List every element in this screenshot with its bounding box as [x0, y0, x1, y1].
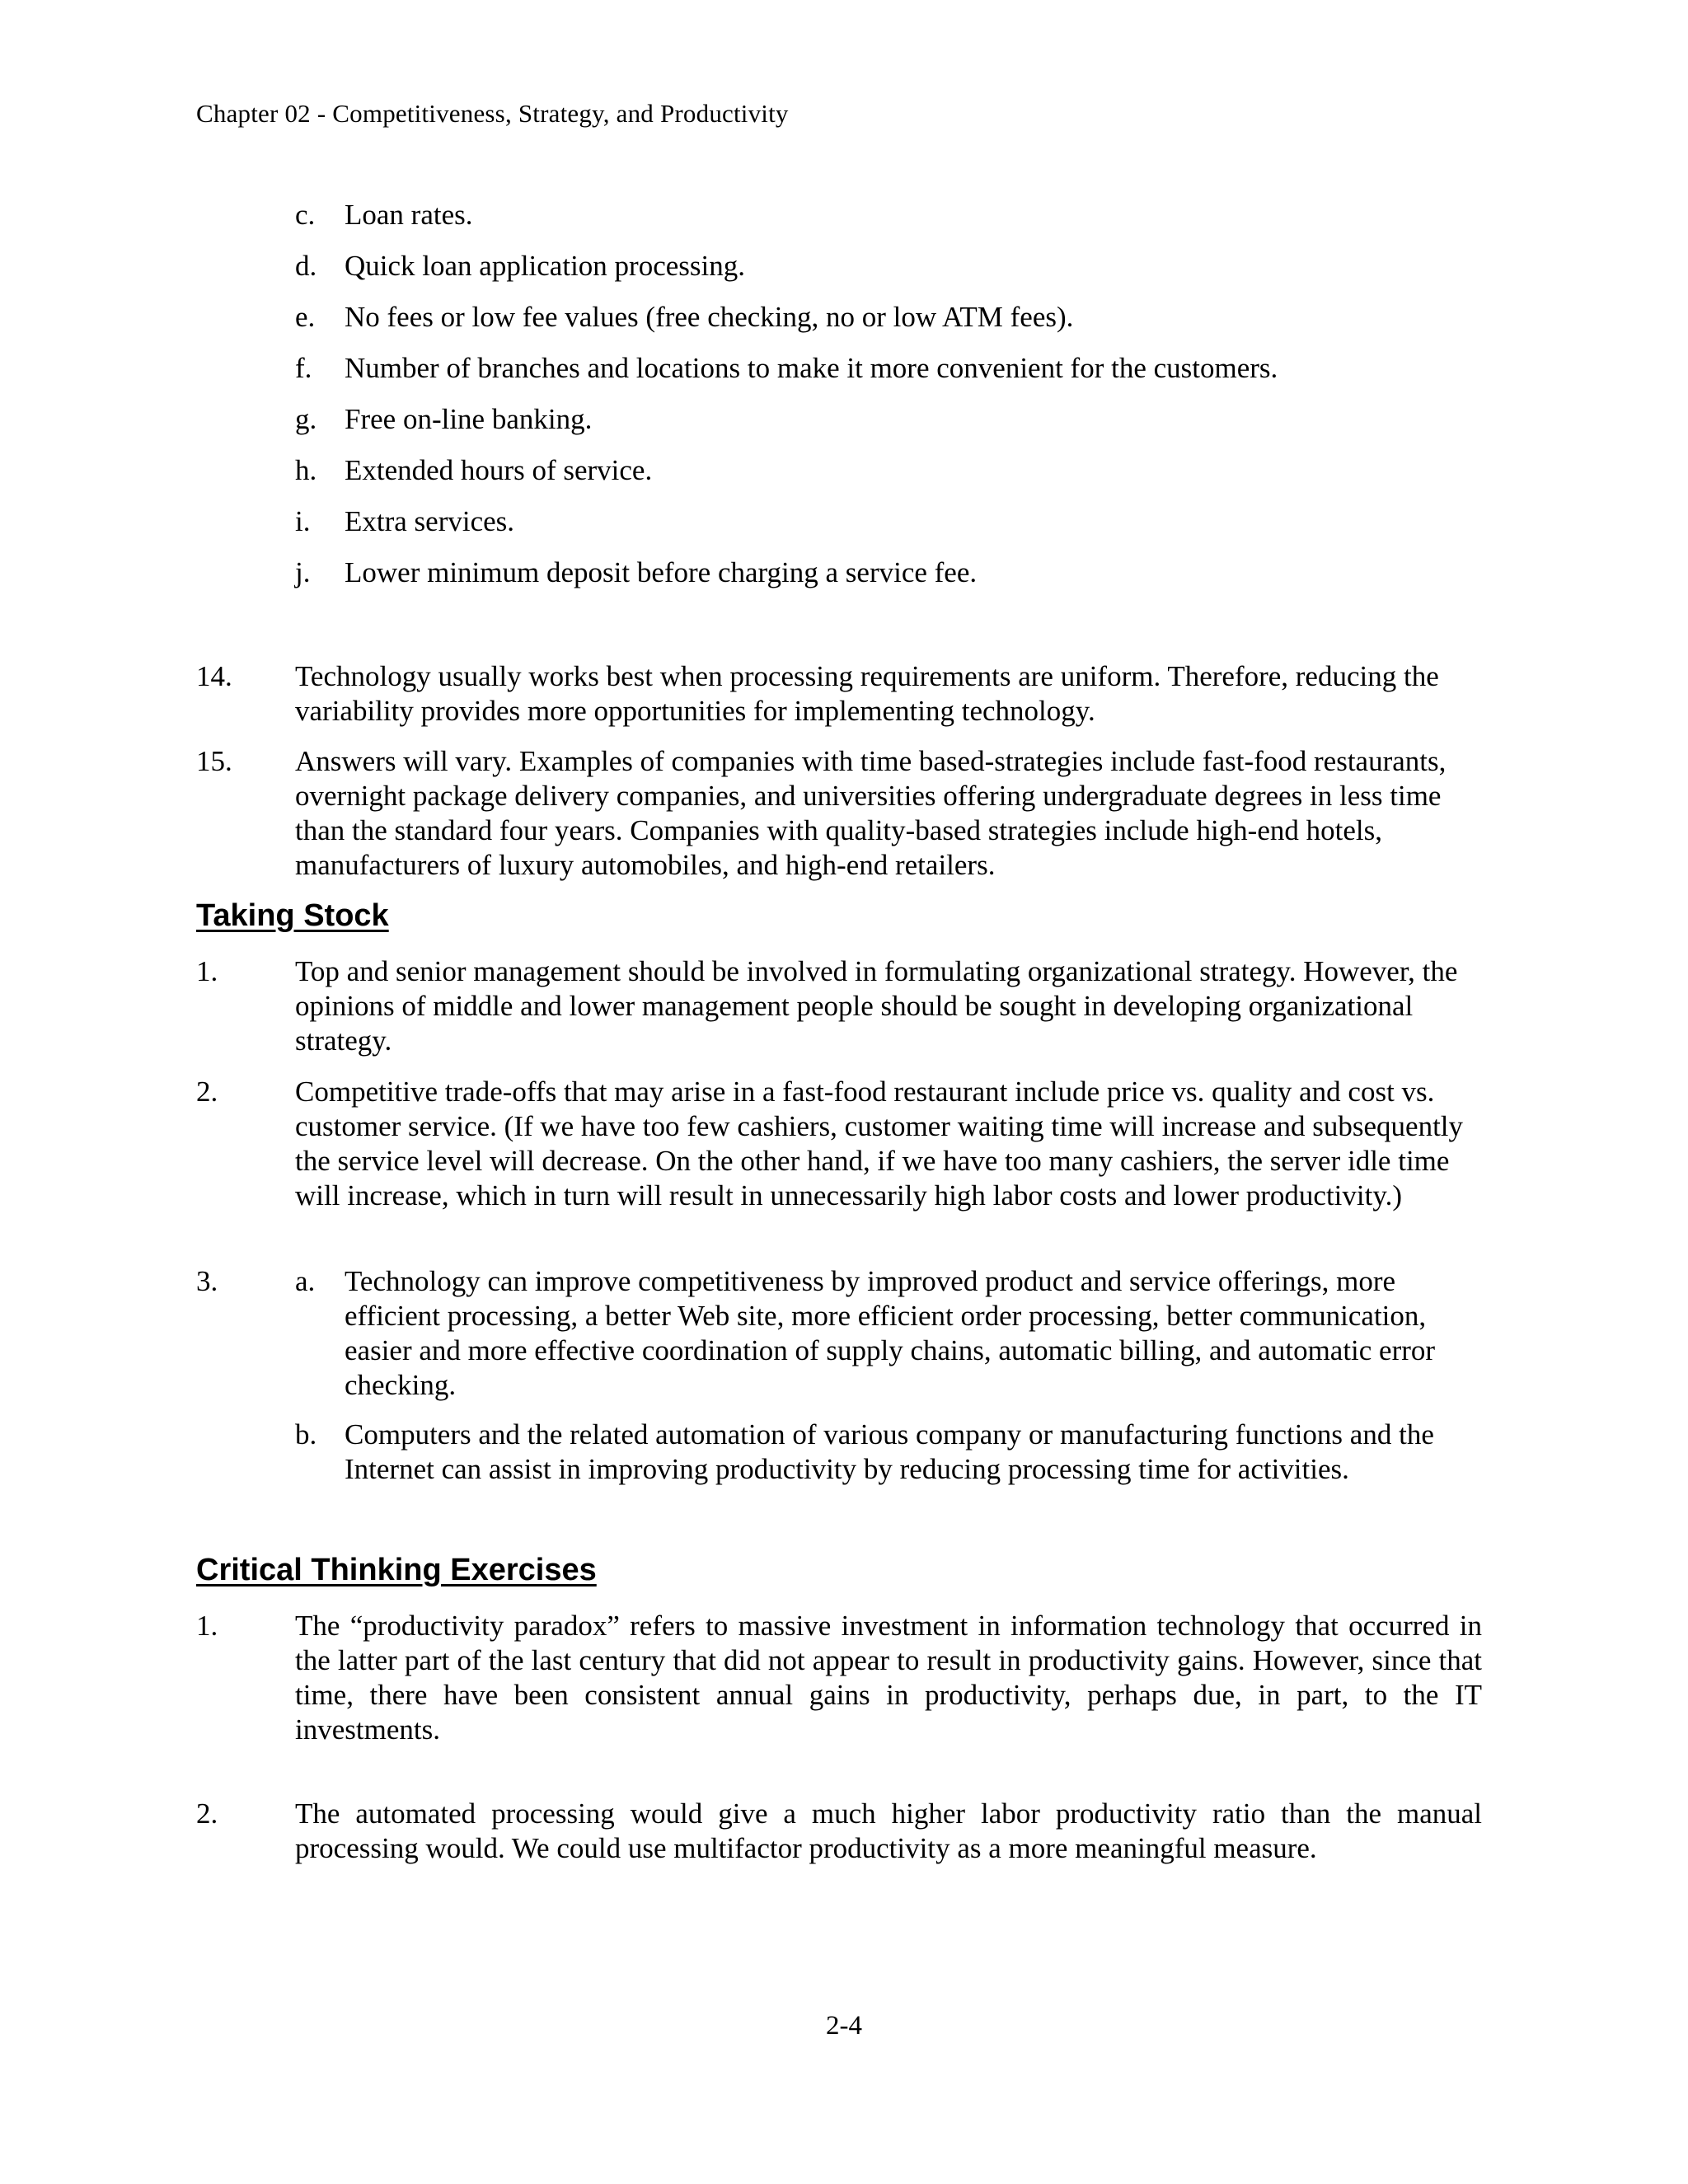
answer-number: 1.: [196, 955, 218, 987]
answer-text: The automated processing would give a much higher labor productivity ratio than the manual processing would. We could use multifactor productivity as a more meaningful measure.: [295, 1797, 1482, 1864]
list-text: Quick loan application processing.: [345, 250, 745, 282]
answer-text: Answers will vary. Examples of companies with time based-strategies include fast-food restaurants, overnight package delivery companies, and universities offering undergraduate degrees in less time than the standard four years. Companies with quality-based strategies include high-end hotels, manufacturers of luxury automobiles, and high-end retailers.: [295, 745, 1447, 881]
list-letter: h.: [295, 454, 317, 486]
answer-number: 14.: [196, 660, 232, 692]
section-heading-taking-stock: Taking Stock: [196, 898, 389, 933]
answer-text: Top and senior management should be involved in formulating organizational strategy. However, the opinions of middle and lower management people should be sought in developing organizational strategy.: [295, 955, 1458, 1057]
sub-answer-text: Computers and the related automation of various company or manufacturing functions and the Internet can assist in improving productivity by reducing processing time for activities.: [345, 1418, 1434, 1485]
list-letter: d.: [295, 250, 317, 282]
sub-answer-letter: b.: [295, 1418, 317, 1451]
answer-number: 1.: [196, 1610, 218, 1642]
list-text: Number of branches and locations to make it more convenient for the customers.: [345, 352, 1278, 384]
list-letter: f.: [295, 352, 312, 384]
list-text: Free on-line banking.: [345, 403, 593, 435]
list-letter: g.: [295, 403, 317, 435]
section-heading-critical-thinking: Critical Thinking Exercises: [196, 1553, 597, 1587]
page-number: 2-4: [826, 2011, 862, 2041]
sub-answer-text: Technology can improve competitiveness by improved product and service offerings, more efficient processing, a better Web site, more efficient order processing, better communication, easier and more effective coordination of supply chains, automatic billing, and automatic error checking.: [345, 1265, 1436, 1401]
list-letter: c.: [295, 199, 316, 231]
answer-number: 2.: [196, 1797, 218, 1830]
page-header: Chapter 02 - Competitiveness, Strategy, and Productivity: [196, 99, 789, 128]
list-letter: i.: [295, 505, 311, 537]
answer-number: 3.: [196, 1265, 218, 1297]
answer-number: 2.: [196, 1076, 218, 1108]
list-text: Loan rates.: [345, 199, 473, 231]
answer-text: Technology usually works best when processing requirements are uniform. Therefore, reducing the variability provides more opportunities for implementing technology.: [295, 660, 1439, 727]
list-text: No fees or low fee values (free checking, no or low ATM fees).: [345, 301, 1074, 333]
answer-text: Competitive trade-offs that may arise in a fast-food restaurant include price vs. quality and cost vs. customer service. (If we have too few cashiers, customer waiting time will increase and subsequently the service level will decrease. On the other hand, if we have too many cashiers, the server idle time will increase, which in turn will result in unnecessarily high labor costs and lower productivity.): [295, 1076, 1464, 1212]
list-text: Extra services.: [345, 505, 515, 537]
list-letter: e.: [295, 301, 316, 333]
list-text: Extended hours of service.: [345, 454, 653, 486]
list-letter: j.: [295, 556, 311, 588]
sub-answer-letter: a.: [295, 1265, 316, 1297]
answer-text: The “productivity paradox” refers to massive investment in information technology that occurred in the latter part of the last century that did not appear to result in productivity gains. However, since that time, there have been consistent annual gains in productivity, perhaps due, in part, to the IT investments.: [295, 1610, 1482, 1746]
list-text: Lower minimum deposit before charging a service fee.: [345, 556, 978, 588]
answer-number: 15.: [196, 745, 232, 777]
